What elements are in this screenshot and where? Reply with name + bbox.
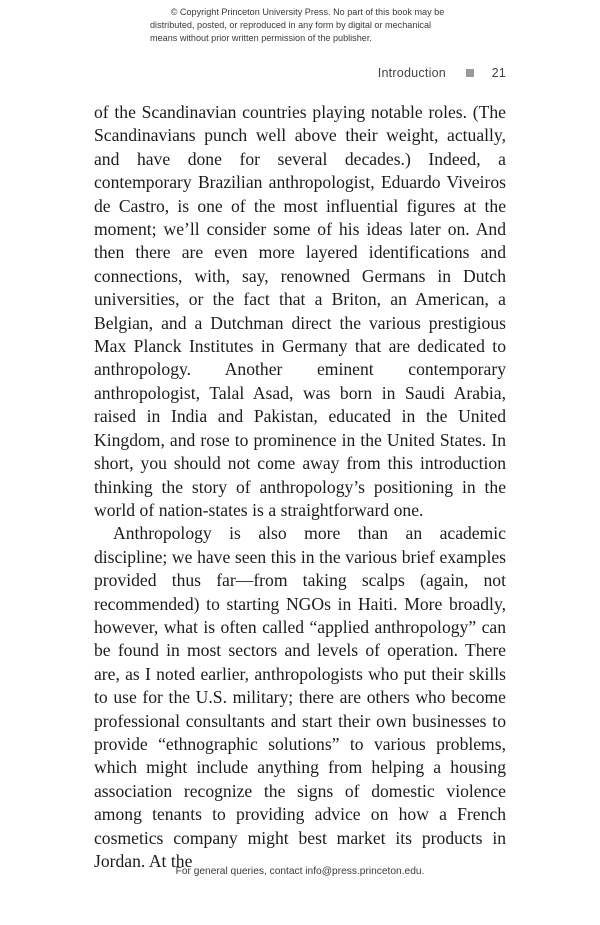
- copyright-line-1: © Copyright Princeton University Press. No part of this book may be: [170, 7, 445, 17]
- page-footer: For general queries, contact info@press.princeton.edu.: [175, 866, 425, 877]
- copyright-line-2: distributed, posted, or reproduced in any form by digital or mechanical: [150, 20, 432, 31]
- paragraph-anthropology-discipline: Anthropology is also more than an academic discipline; we have seen this in the various brief examples provided thus far—from taking scalps (again, not recommended) to starting NGOs in Haiti. More broadly, however, what is often called “applied anthropology” can be found in most sectors and levels of operation. There are, as I noted earlier, anthropologists who put their skills to use for the U.S. military; there are others who become professional consultants and start their own businesses to provide “ethnographic solutions” to various problems, which might include anything from helping a housing association recognize the signs of domestic violence among tenants to providing advice on how a French cosmetics company might best market its products in Jordan. At the: [94, 523, 506, 871]
- page-number: 21: [491, 66, 506, 80]
- copyright-notice: [150, 6, 465, 46]
- copyright-line-3: means without prior written permission of the publisher.: [150, 33, 372, 44]
- running-head: [94, 66, 506, 80]
- paragraph-continued: of the Scandinavian countries playing notable roles. (The Scandinavians punch well above their weight, actually, and have done for several decades.) Indeed, a contemporary Brazilian anthropologist, Eduardo Viveiros de Castro, is one of the most influential figures at the moment; we’ll consider some of his ideas later on. And then there are even more layered identifications and connections, with, say, renowned Germans in Dutch universities, or the fact that a Briton, an American, a Belgian, and a Dutchman direct the various prestigious Max Planck Institutes in Germany that are dedicated to anthropology. Another eminent contemporary anthropologist, Talal Asad, was born in Saudi Arabia, raised in India and Pakistan, educated in the United Kingdom, and rose to prominence in the United States. In short, you should not come away from this introduction thinking the story of anthropology’s positioning in the world of nation-states is a straightforward one.: [94, 102, 506, 520]
- body-text-column: [94, 101, 506, 873]
- running-head-title: Introduction: [377, 66, 446, 80]
- square-bullet-icon: [466, 69, 474, 77]
